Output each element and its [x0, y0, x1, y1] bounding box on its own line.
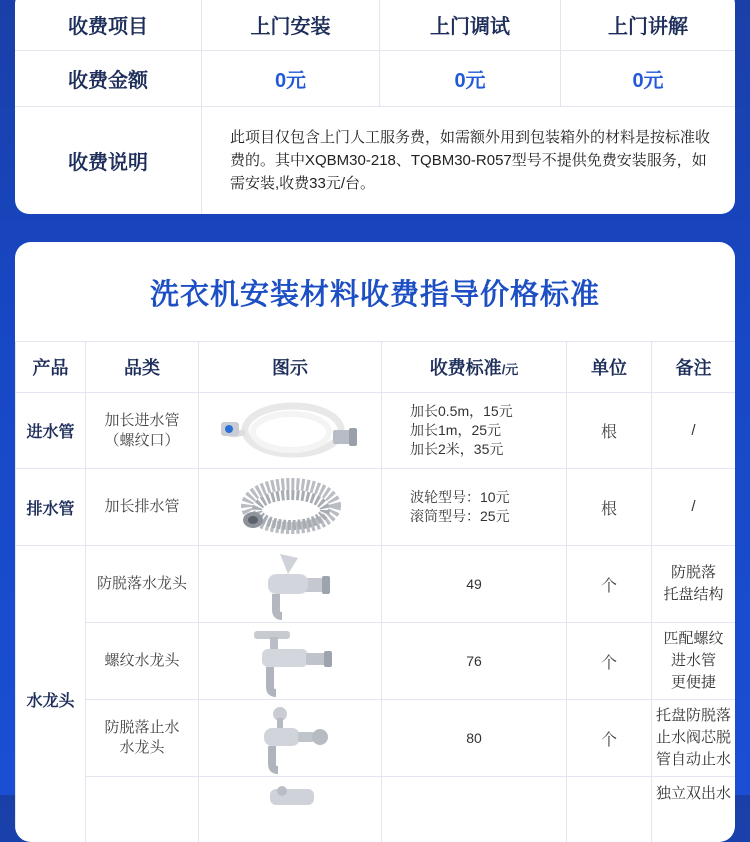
product-cell: 水龙头	[16, 546, 86, 842]
unit-cell: 个	[567, 623, 652, 700]
note-line: 匹配螺纹	[652, 628, 735, 650]
note-line: 更便捷	[652, 672, 735, 694]
unit-cell: 根	[567, 393, 652, 469]
unit-cell: 根	[567, 469, 652, 546]
price-cell	[382, 469, 567, 546]
materials-card	[15, 242, 735, 842]
category-line: 加长进水管	[86, 411, 198, 431]
note-line: 防脱落	[652, 562, 735, 584]
unit-cell: 个	[567, 546, 652, 623]
header-category: 品类	[86, 342, 199, 393]
fee-amount-label: 收费金额	[15, 50, 202, 106]
fee-explain: 上门讲解	[561, 0, 736, 50]
note-line: 托盘防脱落	[652, 705, 735, 727]
note-line: 独立双出水	[652, 783, 735, 805]
unit-cell	[567, 777, 652, 842]
dual-faucet-icon	[240, 777, 340, 807]
price-line: 滚筒型号：25元	[410, 507, 566, 526]
header-note: 备注	[652, 342, 736, 393]
faucet-icon	[240, 548, 340, 620]
table-row	[16, 393, 736, 469]
image-cell	[199, 623, 382, 700]
header-price	[382, 342, 567, 393]
header-price-label: 收费标准	[430, 358, 502, 378]
header-image: 图示	[199, 342, 382, 393]
note-line: 止水阀芯脱	[652, 727, 735, 749]
note-line: 进水管	[652, 650, 735, 672]
price-cell	[382, 393, 567, 469]
category-line: 水龙头	[86, 738, 198, 758]
materials-table	[15, 341, 735, 842]
image-cell	[199, 777, 382, 842]
price-line: 加长1m，25元	[410, 421, 566, 440]
fee-install: 上门安装	[202, 0, 380, 50]
fee-card	[15, 0, 735, 214]
inlet-hose-icon	[215, 398, 365, 464]
price-cell	[382, 777, 567, 842]
price-cell: 49	[382, 546, 567, 623]
note-cell	[652, 777, 736, 842]
category-line: （螺纹口）	[86, 431, 198, 451]
image-cell	[199, 469, 382, 546]
materials-title: 洗衣机安装材料收费指导价格标准	[15, 272, 735, 313]
table-row	[16, 546, 736, 623]
price-line: 加长2米，35元	[410, 440, 566, 459]
price-cell: 80	[382, 700, 567, 777]
header-product: 产品	[16, 342, 86, 393]
note-cell: /	[652, 469, 736, 546]
table-row	[16, 469, 736, 546]
unit-cell: 个	[567, 700, 652, 777]
image-cell	[199, 393, 382, 469]
fee-debug: 上门调试	[380, 0, 561, 50]
note-line: 管自动止水	[652, 749, 735, 771]
price-cell: 76	[382, 623, 567, 700]
header-unit: 单位	[567, 342, 652, 393]
stop-faucet-icon	[240, 702, 340, 774]
threaded-faucet-icon	[240, 625, 340, 697]
note-cell	[652, 546, 736, 623]
category-cell	[86, 393, 199, 469]
table-row	[16, 700, 736, 777]
header-price-unit: /元	[502, 362, 519, 377]
note-cell	[652, 700, 736, 777]
drain-hose-icon	[235, 472, 345, 542]
fee-row-items	[15, 0, 735, 50]
table-row	[16, 777, 736, 842]
fee-note-label: 收费说明	[15, 106, 202, 214]
category-cell: 加长排水管	[86, 469, 199, 546]
fee-explain-amount: 0元	[561, 50, 736, 106]
category-cell	[86, 700, 199, 777]
fee-debug-amount: 0元	[380, 50, 561, 106]
fee-table	[15, 0, 735, 214]
category-cell	[86, 777, 199, 842]
fee-note-text: 此项目仅包含上门人工服务费，如需额外用到包装箱外的材料是按标准收费的。其中XQBM30-218、TQBM30-R057型号不提供免费安装服务，如需安装,收费33元/台。	[202, 106, 736, 214]
image-cell	[199, 546, 382, 623]
fee-install-amount: 0元	[202, 50, 380, 106]
note-cell	[652, 623, 736, 700]
image-cell	[199, 700, 382, 777]
price-line: 加长0.5m，15元	[410, 402, 566, 421]
fee-row-note	[15, 106, 735, 214]
materials-header-row	[16, 342, 736, 393]
category-cell: 防脱落水龙头	[86, 546, 199, 623]
product-cell: 进水管	[16, 393, 86, 469]
table-row	[16, 623, 736, 700]
product-cell: 排水管	[16, 469, 86, 546]
note-cell: /	[652, 393, 736, 469]
category-cell: 螺纹水龙头	[86, 623, 199, 700]
category-line: 防脱落止水	[86, 718, 198, 738]
note-line: 托盘结构	[652, 584, 735, 606]
price-line: 波轮型号：10元	[410, 488, 566, 507]
fee-items-label: 收费项目	[15, 0, 202, 50]
fee-row-amount	[15, 50, 735, 106]
